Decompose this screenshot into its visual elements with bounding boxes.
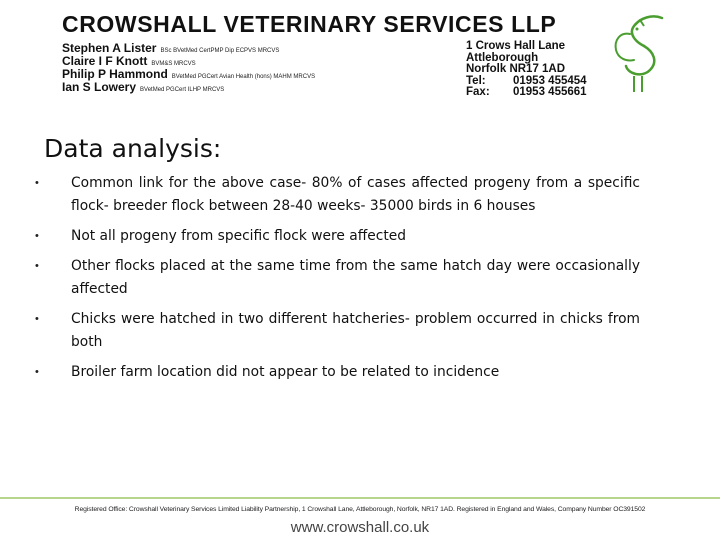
tel-label: Tel: [466, 74, 486, 87]
address-line: 1 Crows Hall Lane [466, 40, 566, 52]
partners-list [62, 41, 462, 93]
partner-name: Ian S Lowery [62, 80, 137, 94]
registered-office-text: Registered Office: Crowshall Veterinary Services Limited Liability Partnership, 1 Crowshall Lane, Attleborough, Norfolk, NR17 1AD. Registered in England and Wales, Company Number OC391502 [74, 506, 646, 513]
bullet-list [30, 172, 640, 391]
bullet-text: Chicks were hatched in two different hatcheries- problem occurred in chicks from both [71, 311, 640, 350]
fax-line [466, 87, 616, 99]
slide-heading: Data analysis: [44, 134, 222, 163]
partner-name: Claire I F Knott [62, 54, 148, 68]
bullet-marker: • [35, 260, 39, 272]
bullet-text: Common link for the above case- 80% of cases affected progeny from a specific flock- breeder flock between 28-40 weeks- 35000 birds in 6 houses [71, 175, 640, 214]
partner-qualifications: BSc BVetMed CertPMP Dip ECPVS MRCVS [160, 48, 280, 54]
bullet-item [30, 361, 640, 384]
bullet-marker: • [35, 313, 39, 325]
partner-entry [62, 80, 462, 93]
partner-qualifications: BVM&S MRCVS [151, 61, 196, 67]
partner-name: Philip P Hammond [62, 67, 168, 81]
partner-qualifications: BVetMed PGCert Avian Health (hons) MAHM MRCVS [171, 74, 316, 80]
partner-entry [62, 54, 462, 67]
website-link[interactable]: www.crowshall.co.uk [290, 519, 430, 536]
bullet-item [30, 308, 640, 354]
partner-name: Stephen A Lister [62, 41, 157, 55]
bullet-text: Not all progeny from specific flock were affected [71, 228, 406, 244]
partner-entry [62, 67, 462, 80]
company-name: CROWSHALL VETERINARY SERVICES LLP [62, 11, 557, 37]
fax-label: Fax: [466, 86, 490, 99]
address-block [466, 41, 616, 99]
bullet-text: Broiler farm location did not appear to be related to incidence [71, 364, 500, 380]
partner-entry [62, 41, 462, 54]
bullet-item [30, 225, 640, 248]
bullet-marker: • [35, 230, 39, 242]
crow-logo-icon [610, 12, 672, 96]
bullet-item [30, 255, 640, 301]
address-line: Attleborough [466, 51, 539, 64]
fax-number: 01953 455661 [513, 86, 587, 99]
bullet-text: Other flocks placed at the same time from the same hatch day were occasionally affected [71, 258, 640, 297]
bullet-marker: • [35, 366, 39, 378]
footer-divider [0, 497, 720, 499]
bullet-item [30, 172, 640, 218]
bullet-marker: • [35, 177, 39, 189]
tel-number: 01953 455454 [513, 74, 587, 87]
partner-qualifications: BVetMed PGCert ILHP MRCVS [140, 87, 225, 93]
address-line: Norfolk NR17 1AD [466, 63, 566, 76]
